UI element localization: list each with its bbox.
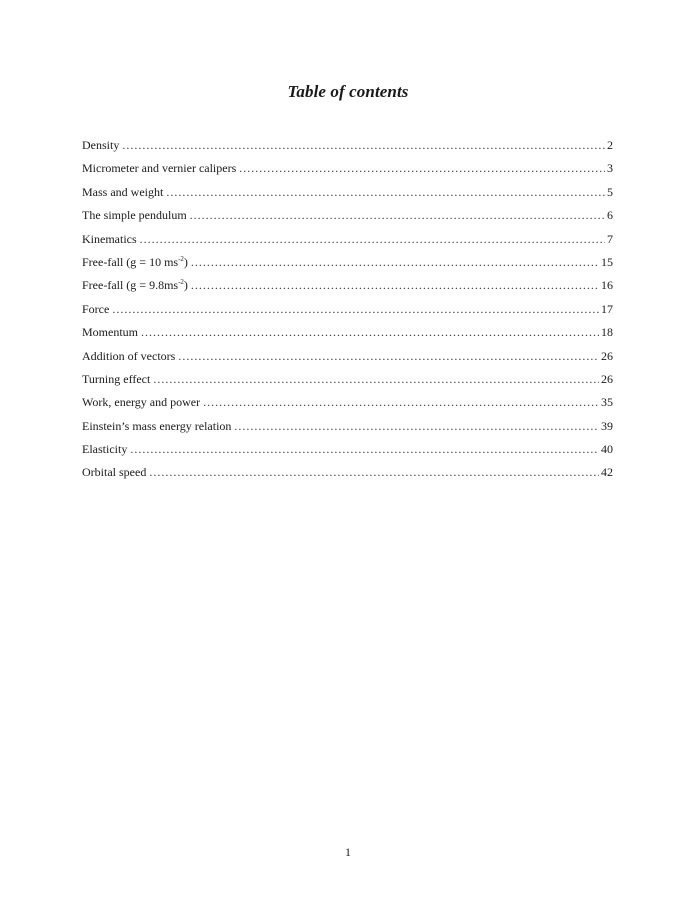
toc-dot-leader <box>112 302 599 316</box>
toc-entry-title: Work, energy and power <box>82 395 201 410</box>
toc-entry[interactable] <box>82 325 613 348</box>
toc-entry[interactable] <box>82 302 613 325</box>
toc-entry-title: Turning effect <box>82 371 151 386</box>
toc-entry[interactable] <box>82 255 613 278</box>
toc-entry[interactable] <box>82 208 613 231</box>
toc-dot-leader <box>149 465 599 479</box>
toc-page-number: 16 <box>601 278 613 293</box>
toc-entry[interactable] <box>82 395 613 418</box>
toc-page-number: 5 <box>607 184 613 199</box>
toc-page-number: 17 <box>601 301 613 316</box>
toc-page-number: 26 <box>601 371 613 386</box>
toc-entry[interactable] <box>82 419 613 442</box>
toc-entry[interactable] <box>82 442 613 465</box>
page-title: Table of contents <box>287 82 409 101</box>
toc-entry[interactable] <box>82 372 613 395</box>
toc-page-number: 3 <box>607 161 613 176</box>
toc-dot-leader <box>141 325 599 339</box>
toc-dot-leader <box>203 395 599 409</box>
toc-page-number: 35 <box>601 395 613 410</box>
toc-dot-leader <box>153 372 599 386</box>
toc-entry-title: Momentum <box>82 325 138 340</box>
toc-entry[interactable] <box>82 349 613 372</box>
table-of-contents <box>82 138 613 489</box>
toc-dot-leader <box>191 255 599 269</box>
toc-dot-leader <box>166 185 605 199</box>
toc-entry-title: Einstein’s mass energy relation <box>82 418 232 433</box>
toc-dot-leader <box>178 349 599 363</box>
toc-page-number: 39 <box>601 418 613 433</box>
toc-entry-title: Mass and weight <box>82 184 164 199</box>
toc-entry[interactable] <box>82 161 613 184</box>
toc-page-number: 15 <box>601 254 613 269</box>
toc-dot-leader <box>191 278 599 292</box>
toc-dot-leader <box>234 419 599 433</box>
toc-entry[interactable] <box>82 138 613 161</box>
toc-entry[interactable] <box>82 185 613 208</box>
toc-entry-title: Kinematics <box>82 231 137 246</box>
toc-entry-title: Force <box>82 301 110 316</box>
toc-dot-leader <box>239 161 605 175</box>
toc-page-number: 18 <box>601 325 613 340</box>
toc-entry-title: Free-fall $(g = 9.8ms^{-2})$ <box>82 278 188 293</box>
toc-dot-leader <box>140 232 605 246</box>
toc-dot-leader <box>190 208 605 222</box>
toc-entry-title: The simple pendulum <box>82 208 187 223</box>
toc-entry[interactable] <box>82 465 613 488</box>
toc-page-number: 42 <box>601 465 613 480</box>
toc-page-number: 2 <box>607 138 613 152</box>
toc-page-number: 6 <box>607 208 613 223</box>
toc-entry-title: Orbital speed <box>82 465 147 480</box>
toc-page-number: 26 <box>601 348 613 363</box>
toc-entry-title: Density <box>82 138 120 152</box>
toc-page-number: 40 <box>601 442 613 457</box>
toc-dot-leader <box>130 442 599 456</box>
toc-entry-title: Addition of vectors <box>82 348 176 363</box>
toc-entry[interactable] <box>82 232 613 255</box>
toc-dot-leader <box>122 138 605 152</box>
page-number: 1 <box>345 845 351 859</box>
toc-entry-title: Elasticity <box>82 442 128 457</box>
toc-entry[interactable] <box>82 278 613 301</box>
toc-entry-title: Free-fall (g = 10 $ms^{-2}$) <box>82 254 188 269</box>
toc-page-number: 7 <box>607 231 613 246</box>
toc-entry-title: Micrometer and vernier calipers <box>82 161 237 176</box>
